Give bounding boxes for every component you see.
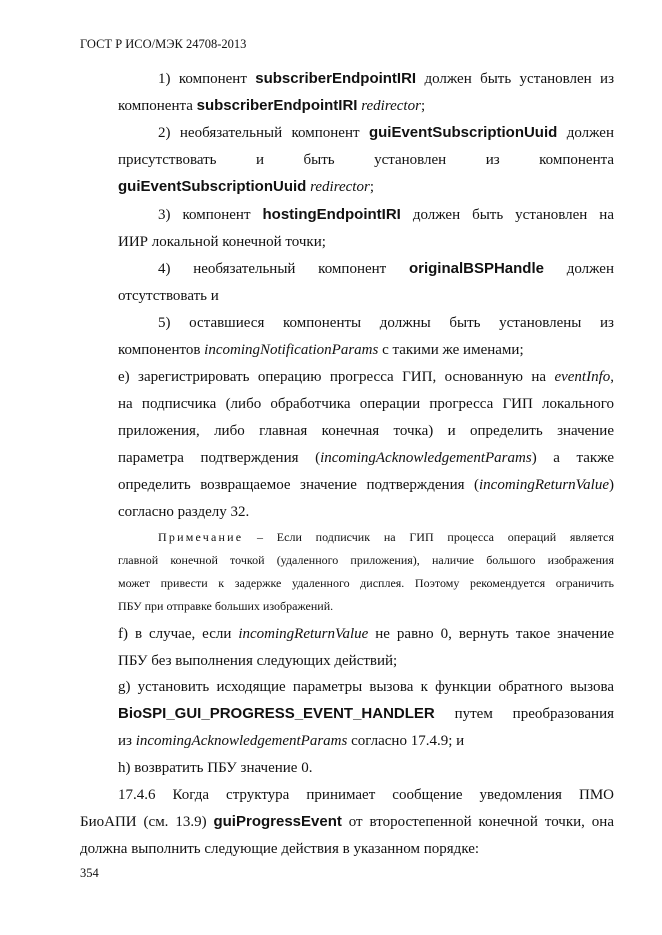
text-run: должна выполнить следующие действия в указанном порядке:	[80, 841, 480, 857]
text-line	[118, 151, 614, 169]
text-run: g) установить исходящие параметры вызова к функции обратного вызова	[118, 679, 614, 695]
text-run: 5) оставшиеся компоненты должны быть установлены из	[158, 315, 614, 331]
text-line	[80, 840, 479, 858]
text-line	[118, 287, 219, 305]
text-run: ,	[610, 369, 614, 385]
text-line	[118, 233, 326, 251]
text-run: должен быть установлен на	[400, 207, 614, 223]
text-line	[118, 449, 614, 467]
text-run: от второстепенной конечной точки, она	[341, 814, 614, 830]
text-run: )	[609, 477, 614, 493]
italic-term: incomingAcknowledgementParams	[135, 733, 348, 749]
text-run: отсутствовать и	[118, 288, 219, 304]
text-line	[118, 395, 614, 413]
text-run: – Если подписчик на ГИП процесса операций является	[243, 530, 614, 544]
text-run: ПБУ при отправке больших изображений.	[118, 599, 334, 613]
text-line	[118, 97, 425, 115]
text-run: не равно 0, вернуть такое значение	[368, 626, 615, 642]
note-label: Примечание	[158, 530, 244, 544]
bold-identifier: hostingEndpointIRI	[262, 206, 401, 223]
italic-term: incomingNotificationParams	[204, 342, 379, 358]
text-line	[118, 705, 614, 723]
italic-term: eventInfo	[554, 369, 611, 385]
text-run: параметра подтверждения (	[118, 450, 321, 466]
text-run: 17.4.6 Когда структура принимает сообщение уведомления ПМО	[118, 787, 614, 803]
text-run: должен быть установлен из	[416, 71, 615, 87]
italic-term: incomingReturnValue	[238, 626, 369, 642]
text-line	[118, 503, 249, 521]
italic-term: incomingReturnValue	[479, 477, 609, 493]
bold-identifier: subscriberEndpointIRI	[196, 97, 358, 114]
text-run: ИИР локальной конечной точки;	[118, 234, 326, 250]
text-run: 4) необязательный компонент	[158, 261, 409, 277]
text-run: согласно 17.4.9; и	[347, 733, 465, 749]
text-run: из	[118, 733, 136, 749]
text-run: БиоАПИ (см. 13.9)	[80, 814, 214, 830]
text-run: с такими же именами;	[378, 342, 524, 358]
document-header: ГОСТ Р ИСО/МЭК 24708-2013	[80, 37, 247, 51]
text-run: должен	[543, 261, 614, 277]
text-run: определить возвращаемое значение подтверждения (	[118, 477, 480, 493]
text-run: на подписчика (либо обработчика операции прогресса ГИП локального	[118, 396, 614, 412]
text-line	[118, 341, 524, 359]
text-run: ;	[369, 179, 374, 195]
text-line	[118, 732, 464, 750]
text-line	[118, 476, 614, 494]
text-line	[158, 260, 614, 278]
text-run: компонентов	[118, 342, 205, 358]
bold-identifier: originalBSPHandle	[408, 260, 544, 277]
text-run: ПБУ без выполнения следующих действий;	[118, 653, 398, 669]
bold-identifier: subscriberEndpointIRI	[255, 70, 417, 87]
text-run: согласно разделу 32.	[118, 504, 250, 520]
text-run: присутствовать и быть установлен из компонента	[118, 152, 614, 168]
text-line	[158, 124, 614, 142]
text-line	[118, 625, 614, 643]
text-run: должен	[557, 125, 614, 141]
text-line	[118, 422, 614, 440]
text-run: ) а также	[531, 450, 614, 466]
note-line	[158, 530, 614, 545]
text-run: h) возвратить ПБУ значение 0.	[118, 760, 313, 776]
page-number: 354	[80, 866, 99, 880]
text-run: е) зарегистрировать операцию прогресса ГИП, основанную на	[118, 369, 555, 385]
italic-term: redirector	[361, 98, 421, 114]
text-run: 1) компонент	[158, 71, 256, 87]
italic-term: incomingAcknowledgementParams	[320, 450, 532, 466]
text-run: главной конечной точкой (удаленного приложения), наличие большого изображения	[118, 553, 614, 567]
text-run: приложения, либо главная конечная точка) и определить значение	[118, 423, 614, 439]
text-run: может привести к задержке удаленного дисплея. Поэтому рекомендуется ограничить	[118, 576, 614, 590]
text-line	[118, 178, 374, 196]
text-run: 2) необязательный компонент	[158, 125, 369, 141]
text-run: путем преобразования	[434, 706, 614, 722]
note-line	[118, 599, 333, 614]
text-line	[80, 813, 614, 831]
bold-identifier: guiEventSubscriptionUuid	[368, 124, 558, 141]
text-run: ;	[420, 98, 426, 114]
text-line	[118, 786, 614, 804]
text-line	[118, 652, 397, 670]
note-line	[118, 553, 614, 568]
text-line	[118, 678, 614, 696]
text-line	[118, 368, 614, 386]
text-run: компонента	[118, 98, 197, 114]
text-line	[118, 759, 312, 777]
text-run: f) в случае, если	[118, 626, 239, 642]
text-line	[158, 314, 614, 332]
bold-identifier: BioSPI_GUI_PROGRESS_EVENT_HANDLER	[118, 705, 435, 722]
text-run: 3) компонент	[158, 207, 263, 223]
note-line	[118, 576, 614, 591]
bold-identifier: guiProgressEvent	[213, 813, 342, 830]
text-line	[158, 70, 614, 88]
text-line	[158, 206, 614, 224]
bold-identifier: guiEventSubscriptionUuid	[118, 178, 307, 195]
italic-term: redirector	[310, 179, 370, 195]
